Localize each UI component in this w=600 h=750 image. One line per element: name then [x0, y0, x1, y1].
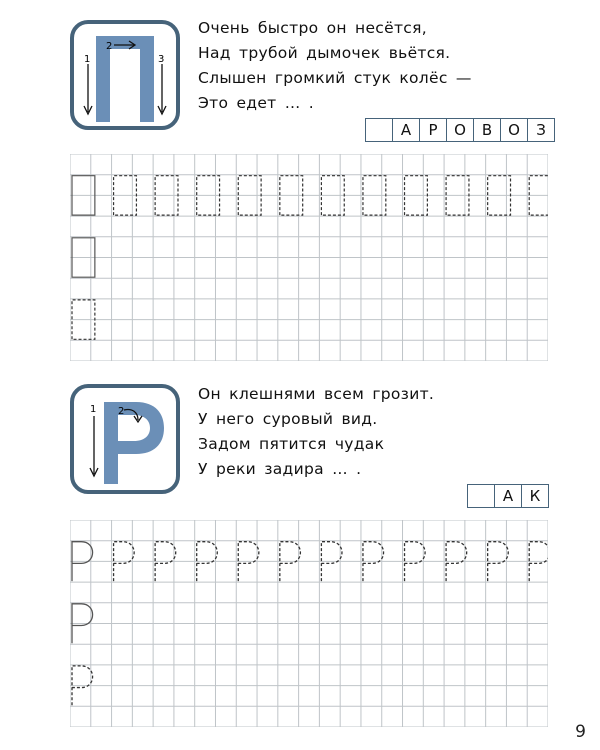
poem-2-line: У реки задира … . — [198, 460, 362, 478]
answer-cell[interactable]: К — [521, 484, 549, 508]
answer-cell[interactable]: А — [494, 484, 522, 508]
letter-card-r — [70, 384, 180, 494]
answer-cell[interactable]: З — [527, 118, 555, 142]
letter-card-p — [70, 20, 180, 130]
answer-cell[interactable]: А — [392, 118, 420, 142]
stroke-number-3: 3 — [158, 54, 165, 65]
answer-boxes-2 — [468, 484, 549, 508]
answer-cell[interactable] — [467, 484, 495, 508]
poem-1-line: Это едет … . — [198, 94, 314, 112]
answer-boxes-1 — [366, 118, 555, 142]
poem-1 — [198, 16, 472, 116]
stroke-number-1: 1 — [84, 54, 91, 65]
poem-2-line: Он клешнями всем грозит. — [198, 385, 435, 403]
poem-1-line: Слышен громкий стук колёс — — [198, 69, 472, 87]
answer-cell[interactable] — [365, 118, 393, 142]
poem-2-line: У него суровый вид. — [198, 410, 378, 428]
poem-1-line: Над трубой дымочек вьётся. — [198, 44, 451, 62]
answer-cell[interactable]: О — [446, 118, 474, 142]
answer-cell[interactable]: В — [473, 118, 501, 142]
page-number: 9 — [575, 722, 586, 742]
stroke-number-1: 1 — [90, 404, 97, 415]
answer-cell[interactable]: Р — [419, 118, 447, 142]
writing-grid-2[interactable] — [70, 520, 548, 727]
writing-grid-1[interactable] — [70, 154, 548, 361]
poem-2-line: Задом пятится чудак — [198, 435, 385, 453]
stroke-number-2: 2 — [106, 41, 113, 52]
poem-1-line: Очень быстро он несётся, — [198, 19, 427, 37]
letter-p-glyph — [74, 24, 176, 126]
letter-r-glyph — [74, 388, 176, 490]
poem-2 — [198, 382, 434, 482]
stroke-number-2: 2 — [118, 406, 125, 417]
answer-cell[interactable]: О — [500, 118, 528, 142]
